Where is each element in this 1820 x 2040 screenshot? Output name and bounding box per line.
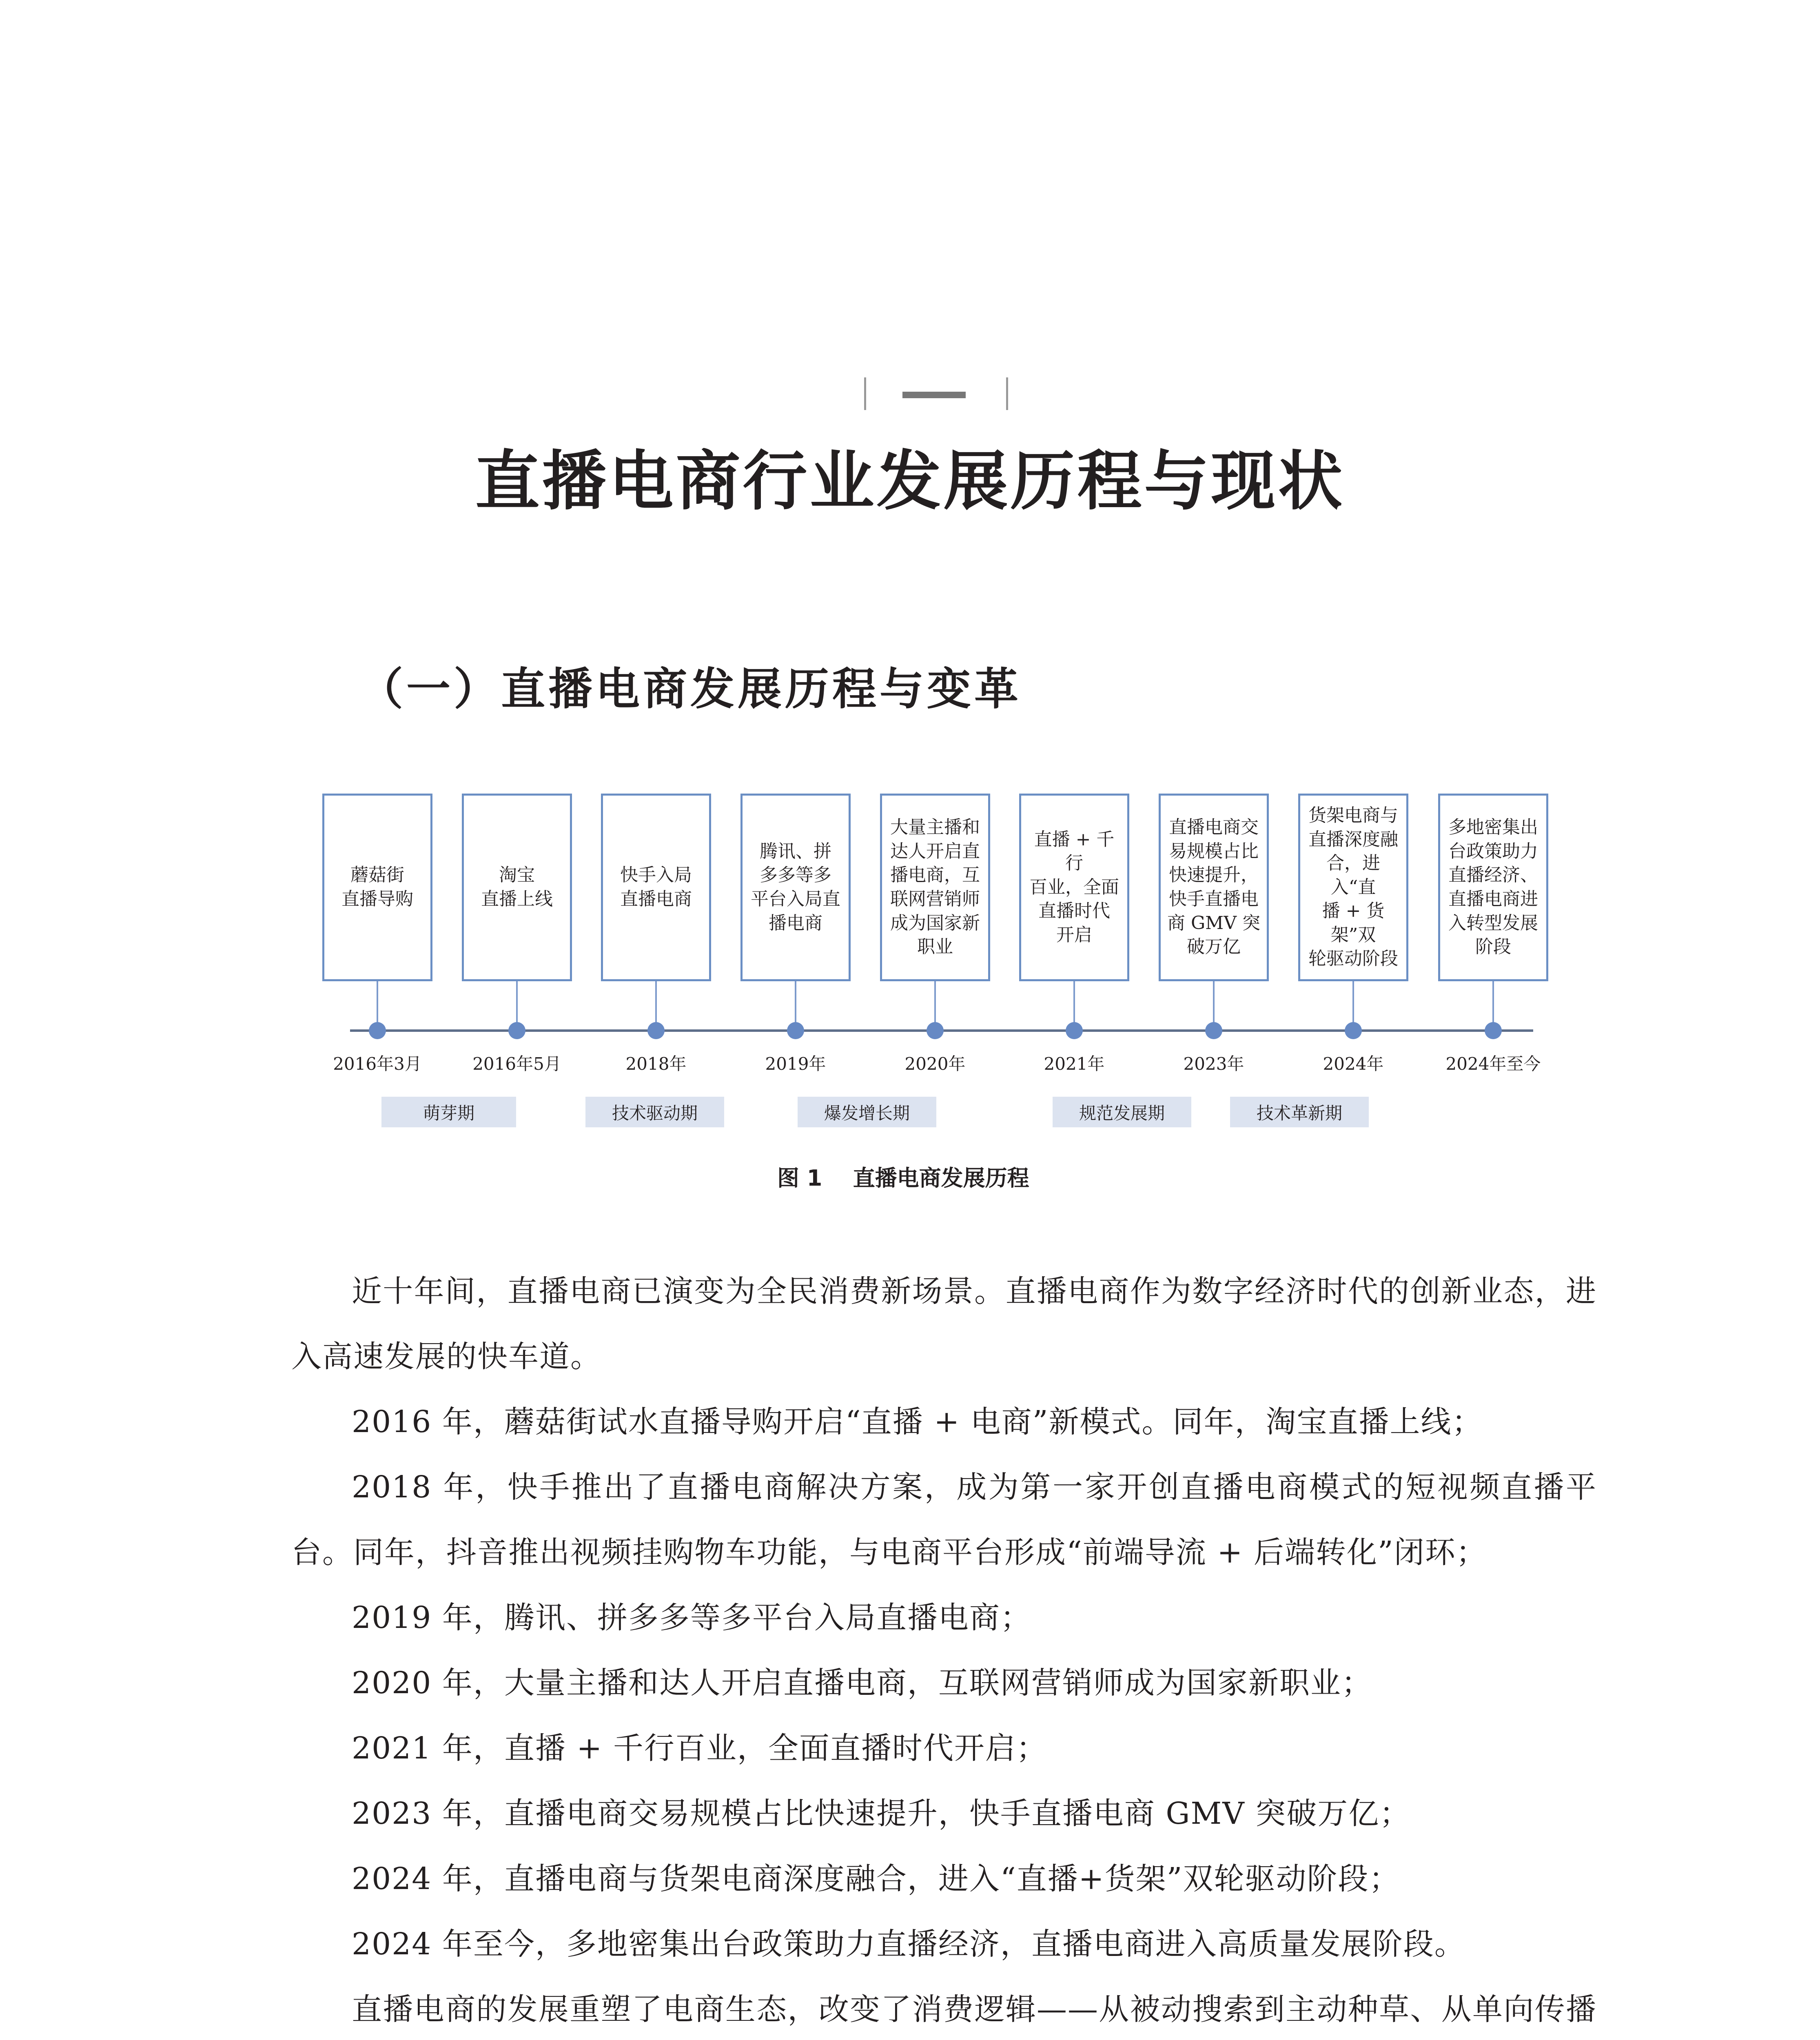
body-paragraph: 2024 年，直播电商与货架电商深度融合，进入“直播+货架”双轮驱动阶段； — [352, 1861, 1400, 1896]
timeline-date-label: 2021年 — [1044, 1054, 1105, 1074]
timeline-event-box: 货架电商与 直播深度融 合，进入“直 播 + 货架”双 轮驱动阶段 — [1298, 794, 1408, 981]
chapter-mark-left-bar — [864, 377, 866, 410]
timeline-dot — [647, 1022, 665, 1039]
timeline-phase-label: 爆发增长期 — [798, 1097, 936, 1127]
timeline-dot — [1485, 1022, 1502, 1039]
timeline-dot — [1205, 1022, 1222, 1039]
timeline-phase-label: 萌芽期 — [381, 1097, 516, 1127]
timeline-phase-label: 规范发展期 — [1053, 1097, 1191, 1127]
body-text — [291, 1259, 1597, 2040]
timeline-date-label: 2024年至今 — [1445, 1054, 1541, 1074]
body-paragraph: 2016 年，蘑菇街试水直播导购开启“直播 + 电商”新模式。同年，淘宝直播上线； — [352, 1404, 1483, 1439]
body-paragraph: 2018 年，快手推出了直播电商解决方案，成为第一家开创直播电商模式的短视频直播平台。同年，抖音推出视频挂购物车功能，与电商平台形成“前端导流 + 后端转化”闭环； — [291, 1470, 1597, 1570]
figure-caption-number: 图 1 — [777, 1165, 822, 1191]
timeline-dot — [787, 1022, 804, 1039]
body-paragraph: 2019 年，腾讯、拼多多等多平台入局直播电商； — [352, 1600, 1031, 1635]
timeline-dot — [1066, 1022, 1083, 1039]
body-paragraph: 2023 年，直播电商交易规模占比快速提升，快手直播电商 GMV 突破万亿； — [352, 1796, 1411, 1831]
timeline-date-label: 2016年5月 — [472, 1054, 561, 1074]
timeline-event-box: 大量主播和 达人开启直 播电商，互 联网营销师 成为国家新 职业 — [880, 794, 990, 981]
figure-caption — [777, 1161, 1029, 1192]
timeline-date-label: 2023年 — [1183, 1054, 1244, 1074]
chapter-mark-right-bar — [1006, 377, 1008, 410]
timeline-date-label: 2020年 — [904, 1054, 966, 1074]
timeline-date-label: 2019年 — [765, 1054, 826, 1074]
timeline-phase-label: 技术驱动期 — [585, 1097, 724, 1127]
timeline-dot — [508, 1022, 525, 1039]
chapter-number-dash — [902, 392, 966, 398]
timeline-event-box: 腾讯、拼 多多等多 平台入局直 播电商 — [740, 794, 851, 981]
body-paragraph: 2021 年，直播 + 千行百业，全面直播时代开启； — [352, 1731, 1047, 1766]
timeline-dot — [369, 1022, 386, 1039]
chapter-title: 直播电商行业发展历程与现状 — [475, 443, 1345, 519]
body-paragraph: 直播电商的发展重塑了电商生态，改变了消费逻辑——从被动搜索到主动种草、从单向传播 — [352, 1992, 1597, 2027]
timeline-event-box: 直播电商交 易规模占比 快速提升， 快手直播电 商 GMV 突 破万亿 — [1159, 794, 1269, 981]
body-paragraph: 2020 年，大量主播和达人开启直播电商，互联网营销师成为国家新职业； — [352, 1665, 1372, 1701]
body-paragraph: 近十年间，直播电商已演变为全民消费新场景。直播电商作为数字经济时代的创新业态，进入高速发展的快车道。 — [291, 1274, 1597, 1374]
section-title: （一）直播电商发展历程与变革 — [359, 664, 1022, 715]
timeline-date-label: 2024年 — [1323, 1054, 1384, 1074]
timeline-phase-label: 技术革新期 — [1230, 1097, 1369, 1127]
timeline-event-box: 蘑菇街 直播导购 — [322, 794, 432, 981]
timeline-event-box: 多地密集出 台政策助力 直播经济、 直播电商进 入转型发展 阶段 — [1438, 794, 1548, 981]
timeline-dot — [1345, 1022, 1362, 1039]
timeline-event-box: 淘宝 直播上线 — [462, 794, 572, 981]
timeline-date-label: 2016年3月 — [333, 1054, 422, 1074]
timeline-dot — [927, 1022, 944, 1039]
body-paragraph: 2024 年至今，多地密集出台政策助力直播经济，直播电商进入高质量发展阶段。 — [352, 1927, 1465, 1962]
timeline-date-label: 2018年 — [625, 1054, 687, 1074]
figure-caption-title: 直播电商发展历程 — [853, 1165, 1029, 1191]
timeline-event-box: 快手入局 直播电商 — [601, 794, 711, 981]
timeline-event-box: 直播 + 千行 百业，全面 直播时代 开启 — [1019, 794, 1129, 981]
